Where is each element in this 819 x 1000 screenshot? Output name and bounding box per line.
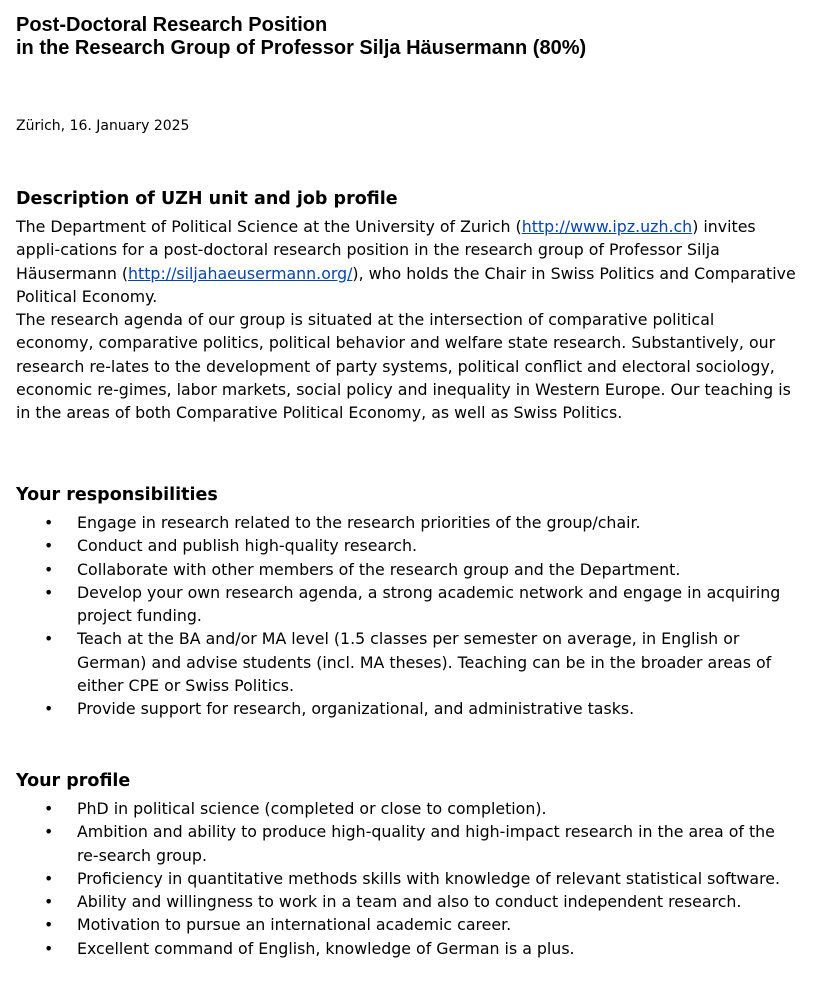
page-title bbox=[16, 14, 586, 60]
siljahaeusermann-link[interactable]: http://siljahaeusermann.org/ bbox=[128, 263, 353, 283]
list-item: • Develop your own research agenda, a strong academic network and engage in acquiring project funding. bbox=[16, 581, 797, 628]
list-item: • Collaborate with other members of the research group and the Department. bbox=[16, 558, 797, 581]
description-text-3: ), who holds the Chair in Swiss Politics and Comparative Political Economy. bbox=[16, 263, 796, 306]
list-item: • Engage in research related to the research priorities of the group/chair. bbox=[16, 511, 797, 534]
list-item: • Provide support for research, organizational, and administrative tasks. bbox=[16, 697, 797, 720]
list-item: • Motivation to pursue an international academic career. bbox=[16, 913, 797, 936]
list-item: • Conduct and publish high-quality research. bbox=[16, 534, 797, 557]
title-line-1: Post-Doctoral Research Position bbox=[16, 14, 328, 36]
list-item: • Ambition and ability to produce high-quality and high-impact research in the area of the re-search group. bbox=[16, 820, 797, 867]
list-item: • PhD in political science (completed or close to completion). bbox=[16, 797, 797, 820]
description-heading: Description of UZH unit and job profile bbox=[16, 189, 398, 209]
responsibilities-list bbox=[16, 511, 796, 721]
description-paragraph-1 bbox=[16, 215, 796, 308]
responsibilities-section bbox=[16, 483, 796, 721]
description-text-2: ) invites appli-cations for a post-doctoral research position in the research group of Professor Silja Häusermann ( bbox=[16, 217, 756, 283]
title-line-2: in the Research Group of Professor Silja Häusermann (80%) bbox=[16, 37, 587, 59]
list-item: • Ability and willingness to work in a team and also to conduct independent research. bbox=[16, 890, 797, 913]
profile-list bbox=[16, 797, 796, 960]
profile-heading: Your profile bbox=[16, 771, 131, 791]
list-item: • Teach at the BA and/or MA level (1.5 classes per semester on average, in English or German) and advise students (incl. MA theses). Teaching can be in the broader areas of either CPE or Swiss Politics. bbox=[16, 627, 797, 697]
description-text-1: The Department of Political Science at the University of Zurich ( bbox=[16, 217, 522, 236]
description-section bbox=[16, 187, 796, 425]
list-item: • Proficiency in quantitative methods skills with knowledge of relevant statistical software. bbox=[16, 867, 797, 890]
ipz-link[interactable]: http://www.ipz.uzh.ch bbox=[521, 217, 693, 236]
document-date: Zürich, 16. January 2025 bbox=[16, 118, 190, 134]
responsibilities-heading: Your responsibilities bbox=[16, 485, 218, 505]
list-item: • Excellent command of English, knowledge of German is a plus. bbox=[16, 937, 797, 960]
description-paragraph-2: The research agenda of our group is situated at the intersection of comparative political economy, comparative politics, political behavior and welfare state research. Substantively, our research re-lates to the development of party systems, political conflict and electoral sociology, economic re-gimes, labor markets, social policy and inequality in Western Europe. Our teaching is in the areas of both Comparative Political Economy, as well as Swiss Politics. bbox=[16, 310, 791, 423]
profile-section bbox=[16, 769, 796, 960]
